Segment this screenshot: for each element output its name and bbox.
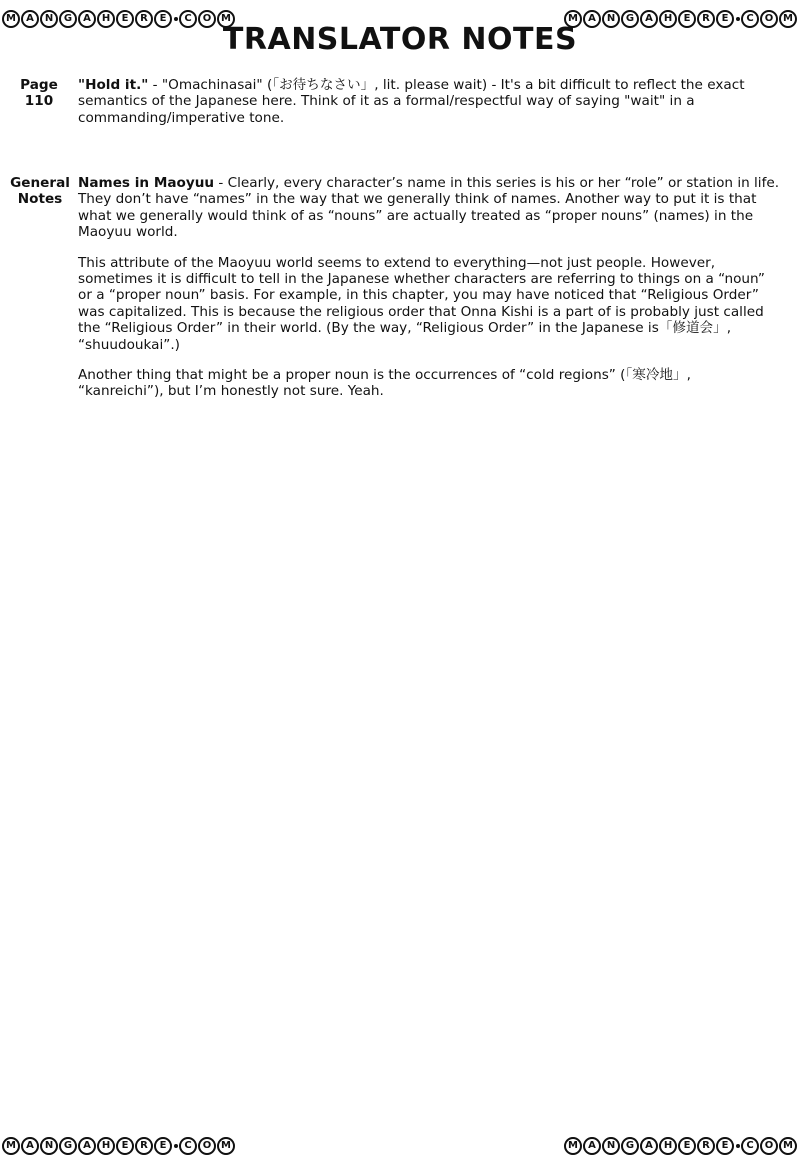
watermark-letter: E (116, 10, 134, 28)
watermark-letter: E (678, 10, 696, 28)
note-paragraph-2: This attribute of the Maoyuu world seems to extend to everything—not just people. However, sometimes it is difficult to tell in the Japanese whether characters are referring to things on a “noun” or a “proper noun” basis. For example, in this chapter, you may have noticed that “Religious Order” was capitalized. This is because the religious order that Onna Kishi is a part of is probably just called the “Religious Order” in their world. (By the way, “Religious Order” in the Japanese is「修道会」, “shuudoukai”.) (78, 254, 765, 353)
watermark-letter: A (21, 1137, 39, 1155)
watermark-letter: O (760, 1137, 778, 1155)
note-text: - Clearly, every character’s name in this series is his or her “role” or station in life. They don’t have “names” in the way that we generally think of names. Another way to put it is that what we generally would think of as “nouns” are actually treated as “proper nouns” (names) in the Maoyuu world. (78, 175, 780, 241)
watermark-letter: C (179, 10, 197, 28)
watermark-letter: M (217, 1137, 235, 1155)
note-label-line1: Page (20, 77, 58, 93)
watermark-letter: C (741, 1137, 759, 1155)
watermark-letter: G (59, 10, 77, 28)
watermark-letter: C (179, 1137, 197, 1155)
watermark-letter: R (135, 10, 153, 28)
watermark-dot (736, 17, 740, 21)
watermark-letter: A (78, 1137, 96, 1155)
watermark-letter: M (779, 1137, 797, 1155)
watermark-letter: A (21, 10, 39, 28)
watermark-letter: E (154, 10, 172, 28)
note-general (0, 175, 800, 414)
note-term: "Hold it." (78, 77, 149, 93)
watermark-letter: M (2, 10, 20, 28)
watermark-letter: E (716, 1137, 734, 1155)
watermark-letter: R (697, 1137, 715, 1155)
watermark-letter: M (779, 10, 797, 28)
watermark-letter: M (564, 10, 582, 28)
watermark-letter: M (2, 1137, 20, 1155)
note-label (0, 77, 78, 140)
watermark-letter: N (40, 10, 58, 28)
note-label-line2: Notes (17, 191, 63, 208)
watermark-letter: R (135, 1137, 153, 1155)
watermark-dot (174, 1144, 178, 1148)
note-body (78, 77, 800, 140)
watermark-letter: E (116, 1137, 134, 1155)
watermark-letter: A (640, 10, 658, 28)
watermark-letter: H (659, 1137, 677, 1155)
watermark-letter: N (602, 1137, 620, 1155)
note-body (78, 175, 800, 414)
page-title: TRANSLATOR NOTES (222, 22, 578, 57)
watermark-bottom-left (2, 1134, 236, 1158)
watermark-letter: A (583, 10, 601, 28)
watermark-letter: E (678, 1137, 696, 1155)
watermark-letter: O (760, 10, 778, 28)
watermark-letter: M (217, 10, 235, 28)
watermark-letter: R (697, 10, 715, 28)
watermark-letter: M (564, 1137, 582, 1155)
note-paragraph (78, 175, 780, 241)
watermark-letter: C (741, 10, 759, 28)
watermark-letter: O (198, 1137, 216, 1155)
note-paragraph (78, 77, 780, 126)
watermark-letter: H (97, 1137, 115, 1155)
note-label (0, 175, 78, 414)
note-label-line1: General (10, 175, 70, 191)
watermark-letter: A (583, 1137, 601, 1155)
watermark-bottom-right (564, 1134, 798, 1158)
note-paragraph-3: Another thing that might be a proper noun is the occurrences of “cold regions” (「寒冷地」, “kanreichi”), but I’m honestly not sure. Yeah. (78, 367, 691, 400)
note-term: Names in Maoyuu (78, 175, 215, 191)
watermark-letter: A (78, 10, 96, 28)
watermark-letter: E (154, 1137, 172, 1155)
watermark-letter: G (59, 1137, 77, 1155)
watermark-letter: G (621, 1137, 639, 1155)
note-page-110 (0, 77, 800, 140)
watermark-letter: O (198, 10, 216, 28)
watermark-letter: A (640, 1137, 658, 1155)
note-text: - "Omachinasai" (「お待ちなさい」, lit. please wait) - It's a bit difficult to reflect the exact semantics of the Japanese here. Think of it as a formal/respectful way of saying "wait" in a commanding/imperative tone. (78, 77, 745, 126)
watermark-letter: G (621, 10, 639, 28)
watermark-letter: H (97, 10, 115, 28)
watermark-letter: H (659, 10, 677, 28)
watermark-dot (736, 1144, 740, 1148)
watermark-dot (174, 17, 178, 21)
note-label-line2: 110 (24, 93, 54, 110)
watermark-letter: E (716, 10, 734, 28)
watermark-letter: N (40, 1137, 58, 1155)
watermark-letter: N (602, 10, 620, 28)
